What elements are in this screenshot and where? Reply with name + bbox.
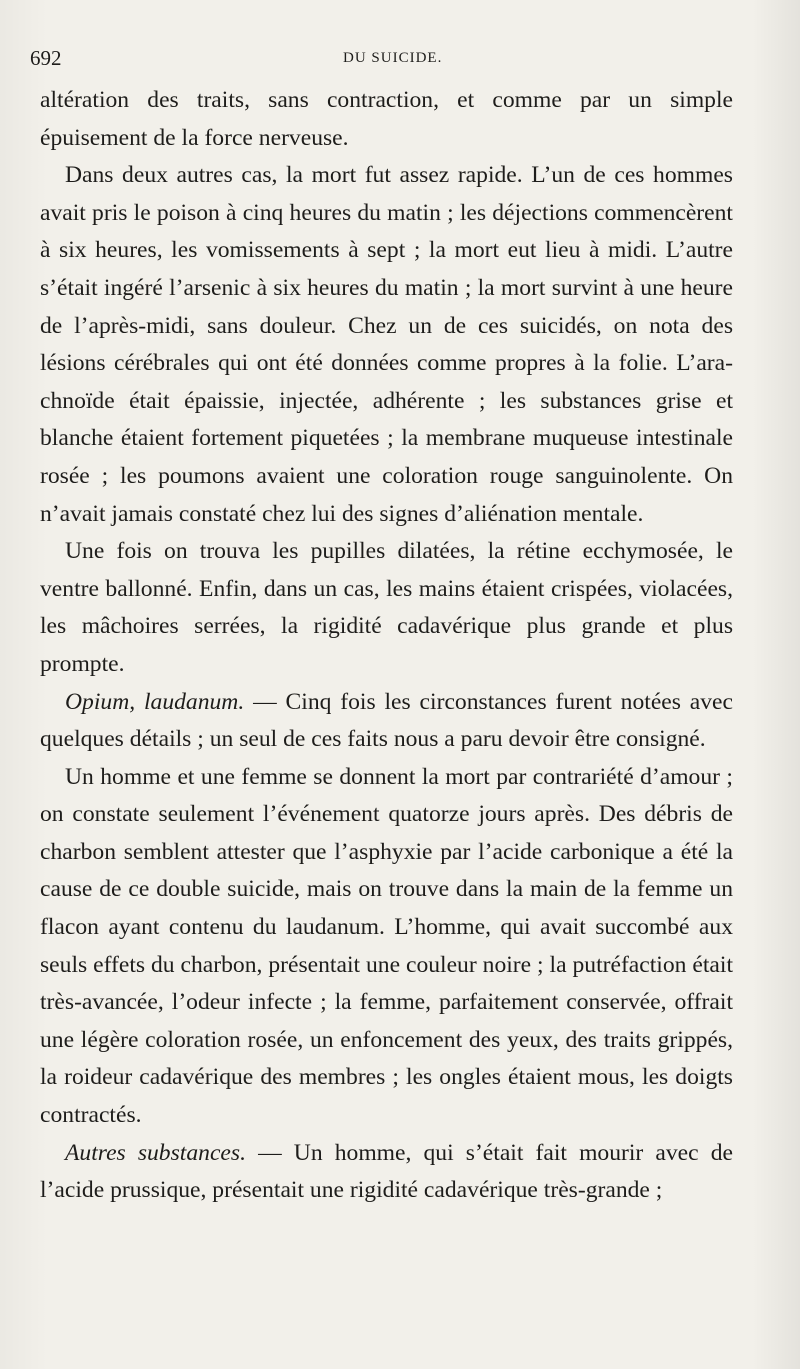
paragraph-opium-text: — Cinq fois les circonstances furent notées avec quelques détails ; un seul de ces faits nous a paru devoir être consigné. [40,688,734,753]
paragraph-5 [40,759,733,1135]
body-text [40,82,733,1210]
section-heading-opium: Opium, laudanum. [65,688,245,715]
paragraph-1-text: altération des traits, sans contraction, et comme par un simple épuisement de la force nerveuse. [40,87,733,151]
paragraph-autres-text: — Un homme, qui s’était fait mourir avec de l’acide prussique, présentait une rigidité cadavérique très-grande ; [40,1139,733,1204]
page-number: 692 [30,46,62,70]
paragraph-3-text: Une fois on trouva les pupilles dilatées, la rétine ecchymosée, le ventre ballonné. Enfin, dans un cas, les mains étaient crispées, violacées, les mâchoires serrées, la rigidité cadavérique plus grande et plus prompte. [40,538,733,677]
paragraph-3 [40,533,733,683]
paragraph-2 [40,157,733,533]
running-title: DU SUICIDE. [343,50,443,66]
section-heading-autres-substances: Autres substances. [65,1139,246,1166]
paragraph-5-text: Un homme et une femme se donnent la mort par contrariété d’amour ; on constate seulement l’événement quatorze jours après. Des débris de charbon semblent attester que l’asphyxie par l’acide carbonique a été la cause de ce double suicide, mais on trouve dans la main de la femme un flacon ayant contenu du laudanum. L’homme, qui avait succombé aux seuls effets du charbon, présentait une couleur noire ; la putréfaction était très-avancée, l’odeur infecte ; la femme, parfaitement conservée, offrait une légère coloration rosée, un enfoncement des yeux, des traits grippés, la roideur cadavérique des membres ; les ongles étaient mous, les doigts contractés. [40,763,733,1129]
paragraph-2-text: Dans deux autres cas, la mort fut assez rapide. L’un de ces hommes avait pris le poison à cinq heures du matin ; les déjections commencèrent à six heures, les vomissements à sept ; la mort eut lieu à midi. L’autre s’était ingéré l’arsenic à six heures du matin ; la mort survint à une heure de l’après-midi, sans douleur. Chez un de ces suicidés, on nota des lésions cérébrales qui ont été données comme propres à la folie. L’arachnoïde était épaissie, injectée, adhérente ; les substances grise et blanche étaient fortement piquetées ; la membrane muqueuse intestinale rosée ; les poumons avaient une coloration rouge sanguinolente. On n’avait jamais constaté chez lui des signes d’aliénation mentale. [40,162,733,527]
paragraph-1 [40,82,733,157]
paragraph-autres [40,1135,733,1210]
paragraph-opium [40,684,733,759]
page-header [30,46,740,72]
